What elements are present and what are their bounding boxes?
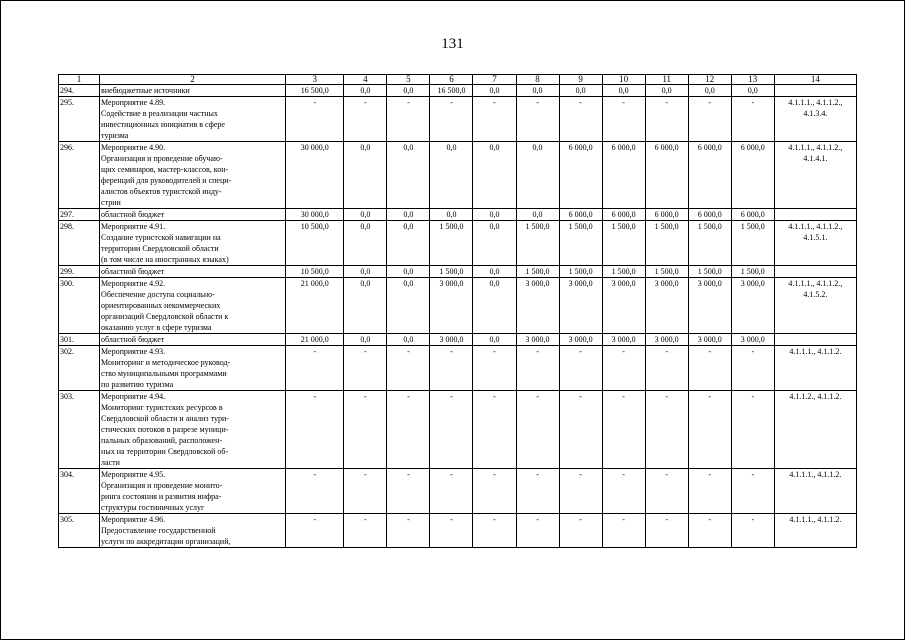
value-cell: - <box>688 346 731 391</box>
value-cell: 0,0 <box>645 85 688 97</box>
row-name-line: стических потоков в разрезе муници- <box>101 425 229 434</box>
column-header-14: 14 <box>774 75 856 85</box>
value-cell: 30 000,0 <box>286 209 344 221</box>
value-cell: - <box>430 469 473 514</box>
column-header-11: 11 <box>645 75 688 85</box>
target-code: 4.1.1.2., 4.1.1.2. <box>774 391 856 469</box>
value-cell: - <box>645 514 688 548</box>
value-cell: 0,0 <box>344 85 387 97</box>
value-cell: 21 000,0 <box>286 278 344 334</box>
value-cell: 3 000,0 <box>645 278 688 334</box>
target-code <box>774 266 856 278</box>
target-code: 4.1.1.1., 4.1.1.2., 4.1.3.4. <box>774 97 856 142</box>
row-name-line: стрии <box>101 198 121 207</box>
row-number: 301. <box>59 334 100 346</box>
table-row <box>59 266 857 278</box>
row-name <box>100 209 286 221</box>
row-number: 297. <box>59 209 100 221</box>
value-cell: 0,0 <box>430 142 473 209</box>
row-name-line: алистов объектов туристской инду- <box>101 187 222 196</box>
row-number: 298. <box>59 221 100 266</box>
column-header-13: 13 <box>731 75 774 85</box>
value-cell: 0,0 <box>473 209 516 221</box>
value-cell: 0,0 <box>473 334 516 346</box>
value-cell: - <box>559 514 602 548</box>
value-cell: 1 500,0 <box>731 221 774 266</box>
value-cell: 0,0 <box>473 278 516 334</box>
value-cell: - <box>286 469 344 514</box>
value-cell: - <box>645 346 688 391</box>
value-cell: - <box>516 391 559 469</box>
row-number: 304. <box>59 469 100 514</box>
row-name-line: ориентированных некоммерческих <box>101 301 221 310</box>
value-cell: 1 500,0 <box>645 221 688 266</box>
row-name-line: Мониторинг туристских ресурсов в <box>101 403 223 412</box>
value-cell: 6 000,0 <box>602 142 645 209</box>
value-cell: - <box>645 469 688 514</box>
value-cell: 3 000,0 <box>516 334 559 346</box>
value-cell: 1 500,0 <box>516 221 559 266</box>
value-cell: 0,0 <box>387 142 430 209</box>
value-cell: - <box>645 97 688 142</box>
value-cell: - <box>559 469 602 514</box>
value-cell: 1 500,0 <box>731 266 774 278</box>
column-header-4: 4 <box>344 75 387 85</box>
value-cell: - <box>473 97 516 142</box>
column-header-7: 7 <box>473 75 516 85</box>
row-number: 295. <box>59 97 100 142</box>
value-cell: - <box>602 514 645 548</box>
column-header-5: 5 <box>387 75 430 85</box>
row-name-line: внебюджетные источники <box>101 86 190 95</box>
page-number: 131 <box>441 36 464 52</box>
row-name-line: туризма <box>101 131 129 140</box>
value-cell: 6 000,0 <box>731 142 774 209</box>
value-cell: 3 000,0 <box>516 278 559 334</box>
row-name-line: пальных образований, расположен- <box>101 436 223 445</box>
row-number: 302. <box>59 346 100 391</box>
budget-table <box>58 74 857 548</box>
row-name-line: Предоставление государственной <box>101 526 216 535</box>
row-name <box>100 97 286 142</box>
value-cell: 6 000,0 <box>645 209 688 221</box>
value-cell: 0,0 <box>559 85 602 97</box>
value-cell: 6 000,0 <box>731 209 774 221</box>
value-cell: - <box>344 346 387 391</box>
value-cell: 0,0 <box>344 209 387 221</box>
row-name <box>100 346 286 391</box>
column-header-8: 8 <box>516 75 559 85</box>
column-header-10: 10 <box>602 75 645 85</box>
value-cell: 16 500,0 <box>286 85 344 97</box>
value-cell: 0,0 <box>387 266 430 278</box>
row-name-line: Мероприятие 4.95. <box>101 470 166 479</box>
value-cell: 1 500,0 <box>645 266 688 278</box>
row-name-line: Свердловской области и анализ тури- <box>101 414 229 423</box>
row-name <box>100 278 286 334</box>
row-name-line: структуры гостиничных услуг <box>101 503 205 512</box>
value-cell: 10 500,0 <box>286 266 344 278</box>
target-code: 4.1.1.1., 4.1.1.2., 4.1.5.1. <box>774 221 856 266</box>
row-name <box>100 142 286 209</box>
value-cell: 3 000,0 <box>688 334 731 346</box>
value-cell: - <box>473 346 516 391</box>
value-cell: - <box>602 391 645 469</box>
value-cell: - <box>344 469 387 514</box>
value-cell: 0,0 <box>387 221 430 266</box>
value-cell: - <box>286 514 344 548</box>
value-cell: - <box>430 346 473 391</box>
row-name-line: по развитию туризма <box>101 380 174 389</box>
value-cell: 0,0 <box>516 142 559 209</box>
value-cell: - <box>430 391 473 469</box>
target-code: 4.1.1.1., 4.1.1.2. <box>774 469 856 514</box>
value-cell: - <box>473 469 516 514</box>
row-name-line: Мероприятие 4.94. <box>101 392 166 401</box>
value-cell: 3 000,0 <box>602 278 645 334</box>
row-name-line: щих семинаров, мастер-классов, кон- <box>101 165 229 174</box>
row-name-line: областной бюджет <box>101 335 165 344</box>
table-row <box>59 85 857 97</box>
value-cell: 3 000,0 <box>731 334 774 346</box>
target-code: 4.1.1.1., 4.1.1.2. <box>774 346 856 391</box>
value-cell: - <box>602 346 645 391</box>
value-cell: 0,0 <box>387 85 430 97</box>
table-row <box>59 97 857 142</box>
value-cell: 6 000,0 <box>688 142 731 209</box>
value-cell: - <box>344 391 387 469</box>
row-name-line: Мероприятие 4.91. <box>101 222 166 231</box>
value-cell: - <box>602 469 645 514</box>
value-cell: 6 000,0 <box>688 209 731 221</box>
value-cell: 3 000,0 <box>430 278 473 334</box>
row-name-line: ных на территории Свердловской об- <box>101 447 229 456</box>
table-row <box>59 469 857 514</box>
value-cell: - <box>387 346 430 391</box>
row-name-line: ринга состояния и развития инфра- <box>101 492 222 501</box>
table-row <box>59 334 857 346</box>
value-cell: - <box>516 469 559 514</box>
value-cell: 1 500,0 <box>602 221 645 266</box>
value-cell: - <box>731 346 774 391</box>
row-name-line: оказанию услуг в сфере туризма <box>101 323 212 332</box>
value-cell: 0,0 <box>387 278 430 334</box>
value-cell: - <box>731 97 774 142</box>
row-name-line: Мероприятие 4.96. <box>101 515 166 524</box>
column-header-12: 12 <box>688 75 731 85</box>
value-cell: - <box>473 514 516 548</box>
row-name-line: Мероприятие 4.90. <box>101 143 166 152</box>
row-name-line: услуги по аккредитации организаций, <box>101 537 231 546</box>
target-code <box>774 85 856 97</box>
value-cell: 6 000,0 <box>602 209 645 221</box>
column-header-2: 2 <box>100 75 286 85</box>
table-row <box>59 391 857 469</box>
value-cell: 3 000,0 <box>645 334 688 346</box>
table-row <box>59 221 857 266</box>
value-cell: 0,0 <box>516 85 559 97</box>
row-name-line: областной бюджет <box>101 267 165 276</box>
table-row <box>59 278 857 334</box>
row-name-line: Мероприятие 4.89. <box>101 98 166 107</box>
row-number: 294. <box>59 85 100 97</box>
row-name <box>100 85 286 97</box>
value-cell: - <box>387 391 430 469</box>
target-code <box>774 209 856 221</box>
value-cell: 1 500,0 <box>516 266 559 278</box>
target-code: 4.1.1.1., 4.1.1.2., 4.1.5.2. <box>774 278 856 334</box>
row-name-line: ференций для руководителей и специ- <box>101 176 232 185</box>
value-cell: 0,0 <box>688 85 731 97</box>
row-name <box>100 334 286 346</box>
value-cell: 1 500,0 <box>602 266 645 278</box>
value-cell: 0,0 <box>473 142 516 209</box>
column-header-6: 6 <box>430 75 473 85</box>
value-cell: 1 500,0 <box>688 266 731 278</box>
value-cell: - <box>387 97 430 142</box>
row-name <box>100 514 286 548</box>
value-cell: - <box>344 514 387 548</box>
value-cell: - <box>516 514 559 548</box>
row-name-line: Организация и проведение обучаю- <box>101 154 223 163</box>
value-cell: 10 500,0 <box>286 221 344 266</box>
value-cell: 0,0 <box>344 221 387 266</box>
row-name-line: территории Свердловской области <box>101 244 219 253</box>
value-cell: 0,0 <box>344 142 387 209</box>
value-cell: - <box>286 97 344 142</box>
value-cell: - <box>286 346 344 391</box>
value-cell: 0,0 <box>516 209 559 221</box>
value-cell: - <box>688 514 731 548</box>
value-cell: 3 000,0 <box>731 278 774 334</box>
value-cell: - <box>430 97 473 142</box>
value-cell: 1 500,0 <box>559 221 602 266</box>
value-cell: 0,0 <box>344 266 387 278</box>
value-cell: - <box>688 469 731 514</box>
value-cell: 0,0 <box>473 266 516 278</box>
row-name <box>100 266 286 278</box>
value-cell: - <box>286 391 344 469</box>
value-cell: 3 000,0 <box>559 334 602 346</box>
column-header-1: 1 <box>59 75 100 85</box>
value-cell: - <box>516 346 559 391</box>
table-row <box>59 142 857 209</box>
value-cell: - <box>688 391 731 469</box>
value-cell: 1 500,0 <box>430 221 473 266</box>
value-cell: 1 500,0 <box>430 266 473 278</box>
value-cell: 0,0 <box>731 85 774 97</box>
value-cell: - <box>559 97 602 142</box>
row-name <box>100 221 286 266</box>
target-code <box>774 334 856 346</box>
value-cell: 0,0 <box>473 85 516 97</box>
value-cell: 3 000,0 <box>602 334 645 346</box>
row-name-line: инвестиционных инициатив в сфере <box>101 120 225 129</box>
value-cell: 0,0 <box>344 334 387 346</box>
target-code: 4.1.1.1., 4.1.1.2. <box>774 514 856 548</box>
row-name-line: Содействие в реализации частных <box>101 109 218 118</box>
column-header-9: 9 <box>559 75 602 85</box>
table-row <box>59 514 857 548</box>
target-code: 4.1.1.1., 4.1.1.2., 4.1.4.1. <box>774 142 856 209</box>
value-cell: - <box>602 97 645 142</box>
value-cell: 0,0 <box>602 85 645 97</box>
row-name-line: областной бюджет <box>101 210 165 219</box>
row-number: 300. <box>59 278 100 334</box>
value-cell: 21 000,0 <box>286 334 344 346</box>
value-cell: 16 500,0 <box>430 85 473 97</box>
value-cell: - <box>645 391 688 469</box>
value-cell: - <box>387 514 430 548</box>
value-cell: 3 000,0 <box>688 278 731 334</box>
value-cell: - <box>731 514 774 548</box>
value-cell: - <box>473 391 516 469</box>
row-name-line: Организация и проведение монито- <box>101 481 223 490</box>
value-cell: - <box>559 346 602 391</box>
row-name-line: ласти <box>101 458 120 467</box>
value-cell: 6 000,0 <box>559 142 602 209</box>
value-cell: - <box>344 97 387 142</box>
value-cell: 30 000,0 <box>286 142 344 209</box>
header-row <box>59 75 857 85</box>
table-row <box>59 209 857 221</box>
row-name-line: ство муниципальными программами <box>101 369 227 378</box>
row-name-line: (в том числе на иностранных языках) <box>101 255 229 264</box>
value-cell: 1 500,0 <box>688 221 731 266</box>
value-cell: - <box>430 514 473 548</box>
value-cell: 0,0 <box>387 334 430 346</box>
row-name <box>100 391 286 469</box>
value-cell: 0,0 <box>473 221 516 266</box>
row-name-line: Создание туристской навигации на <box>101 233 221 242</box>
row-name-line: Обеспечение доступа социально- <box>101 290 215 299</box>
row-name-line: Мероприятие 4.93. <box>101 347 166 356</box>
row-name-line: Мероприятие 4.92. <box>101 279 166 288</box>
value-cell: 0,0 <box>430 209 473 221</box>
row-number: 303. <box>59 391 100 469</box>
value-cell: 0,0 <box>344 278 387 334</box>
value-cell: 0,0 <box>387 209 430 221</box>
row-number: 296. <box>59 142 100 209</box>
value-cell: 6 000,0 <box>559 209 602 221</box>
row-name-line: Мониторинг и методическое руковод- <box>101 358 231 367</box>
value-cell: 3 000,0 <box>559 278 602 334</box>
row-name <box>100 469 286 514</box>
row-number: 299. <box>59 266 100 278</box>
value-cell: - <box>688 97 731 142</box>
row-number: 305. <box>59 514 100 548</box>
value-cell: 3 000,0 <box>430 334 473 346</box>
value-cell: - <box>516 97 559 142</box>
value-cell: - <box>731 391 774 469</box>
value-cell: - <box>559 391 602 469</box>
value-cell: - <box>731 469 774 514</box>
value-cell: 6 000,0 <box>645 142 688 209</box>
table-row <box>59 346 857 391</box>
value-cell: - <box>387 469 430 514</box>
column-header-3: 3 <box>286 75 344 85</box>
value-cell: 1 500,0 <box>559 266 602 278</box>
row-name-line: организаций Свердловской области к <box>101 312 229 321</box>
